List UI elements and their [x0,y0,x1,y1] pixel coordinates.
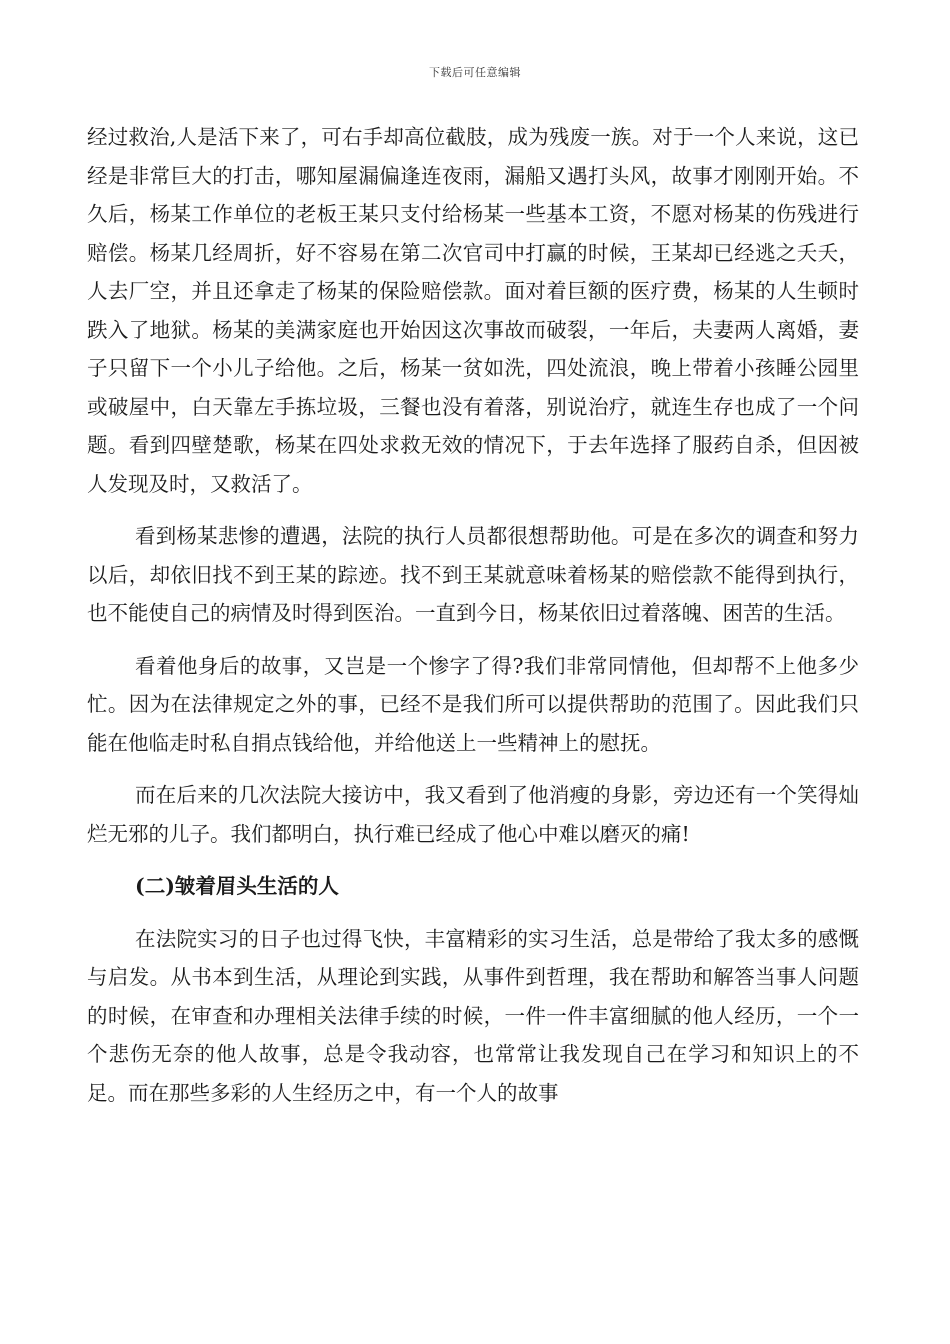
paragraph-5: 在法院实习的日子也过得飞快，丰富精彩的实习生活，总是带给了我太多的感慨与启发。从书本到生活，从理论到实践，从事件到哲理，我在帮助和解答当事人问题的时候，在审查和办理相关法律手续的时候，一件一件丰富细腻的他人经历，一个一个悲伤无奈的他人故事，总是令我动容，也常常让我发现自己在学习和知识上的不足。而在那些多彩的人生经历之中，有一个人的故事 [87,926,859,1105]
paragraph-1: 经过救治,人是活下来了，可右手却高位截肢，成为残废一族。对于一个人来说，这已经是非常巨大的打击，哪知屋漏偏逢连夜雨，漏船又遇打头风，故事才刚刚开始。不久后，杨某工作单位的老板王某只支付给杨某一些基本工资，不愿对杨某的伤残进行赔偿。杨某几经周折，好不容易在第二次官司中打赢的时候，王某却已经逃之夭夭，人去厂空，并且还拿走了杨某的保险赔偿款。面对着巨额的医疗费，杨某的人生顿时跌入了地狱。杨某的美满家庭也开始因这次事故而破裂，一年后，夫妻两人离婚，妻子只留下一个小儿子给他。之后，杨某一贫如洗，四处流浪，晚上带着小孩睡公园里或破屋中，白天靠左手拣垃圾，三餐也没有着落，别说治疗，就连生存也成了一个问题。看到四壁楚歌，杨某在四处求救无效的情况下，于去年选择了服药自杀，但因被人发现及时，又救活了。 [87,125,859,496]
paragraph-3: 看着他身后的故事，又岂是一个惨字了得?我们非常同情他，但却帮不上他多少忙。因为在法律规定之外的事，已经不是我们所可以提供帮助的范围了。因此我们只能在他临走时私自捐点钱给他，并给他送上一些精神上的慰抚。 [87,653,859,755]
page-header: 下载后可任意编辑 [429,66,521,79]
paragraph-2: 看到杨某悲惨的遭遇，法院的执行人员都很想帮助他。可是在多次的调查和努力以后，却依旧找不到王某的踪迹。找不到王某就意味着杨某的赔偿款不能得到执行，也不能使自己的病情及时得到医治。一直到今日，杨某依旧过着落魄、困苦的生活。 [87,524,859,625]
section-heading: (二)皱着眉头生活的人 [135,874,339,898]
document-body [87,118,859,1112]
paragraph-4: 而在后来的几次法院大接访中，我又看到了他消瘦的身影，旁边还有一个笑得灿烂无邪的儿子。我们都明白，执行难已经成了他心中难以磨灭的痛! [87,783,859,846]
